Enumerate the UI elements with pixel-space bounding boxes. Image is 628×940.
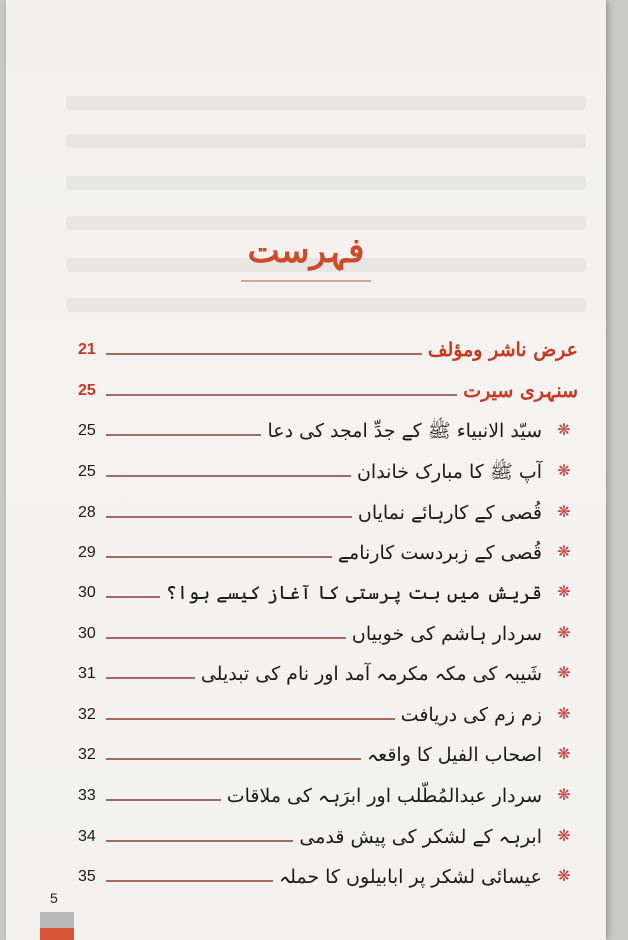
toc-entry-title: آپ ﷺ کا مبارک خاندان: [356, 461, 542, 483]
leader-line: [106, 840, 293, 842]
toc-entry-title: زم زم کی دریافت: [400, 704, 542, 726]
toc-entry: [78, 740, 578, 774]
toc-entry: [78, 578, 578, 612]
toc-entry-title: قریش میں بت پرستی کا آغاز کیسے ہوا؟: [165, 582, 542, 604]
toc-entry-title: قُصی کے زبردست کارنامے: [337, 542, 542, 564]
show-through-line: [66, 216, 586, 230]
toc-entry: [78, 498, 578, 532]
toc-entry-title: عرض ناشر ومؤلف: [427, 339, 578, 361]
toc-entry-title: اصحاب الفیل کا واقعہ: [367, 744, 542, 766]
toc-entry-page: 32: [78, 706, 96, 723]
leader-line: [106, 434, 261, 436]
show-through-line: [66, 298, 586, 312]
toc-entry-title: ابرہہ کے لشکر کی پیش قدمی: [299, 826, 542, 848]
leader-line: [106, 637, 346, 639]
toc-entry-page: 30: [78, 584, 96, 601]
toc-entry-page: 35: [78, 868, 96, 885]
toc-entry: [78, 335, 578, 369]
toc-entry-title: قُصی کے کارہائے نمایاں: [357, 502, 542, 524]
toc-entry-title: عیسائی لشکر پر ابابیلوں کا حملہ: [278, 866, 542, 888]
asterisk-flower-icon: ❋: [557, 744, 571, 763]
page-tab: [40, 912, 74, 928]
leader-line: [106, 516, 352, 518]
toc-entry: [78, 862, 578, 896]
toc-entry-title: سیّد الانبیاء ﷺ کے جدِّ امجد کی دعا: [267, 420, 542, 442]
title-underline: [241, 280, 371, 282]
toc-entry: [78, 822, 578, 856]
toc-entry-page: 31: [78, 665, 96, 682]
leader-line: [106, 677, 195, 679]
leader-line: [106, 880, 273, 882]
toc-title: فہرست: [247, 231, 365, 271]
leader-line: [106, 556, 332, 558]
toc-entry-page: 33: [78, 787, 96, 804]
asterisk-flower-icon: ❋: [557, 785, 571, 804]
leader-line: [106, 475, 351, 477]
toc-entry-title: سنہری سیرت: [463, 380, 578, 402]
toc-entry: [78, 700, 578, 734]
asterisk-flower-icon: ❋: [557, 420, 571, 439]
book-page: [6, 0, 606, 940]
asterisk-flower-icon: ❋: [557, 623, 571, 642]
toc-entry-page: 28: [78, 504, 96, 521]
toc-entry: [78, 659, 578, 693]
toc-entry: [78, 457, 578, 491]
toc-entry-title: شَیبہ کی مکہ مکرمہ آمد اور نام کی تبدیلی: [200, 663, 542, 685]
leader-line: [106, 799, 221, 801]
leader-line: [106, 758, 361, 760]
leader-line: [106, 596, 160, 598]
leader-line: [106, 394, 457, 396]
asterisk-flower-icon: ❋: [557, 826, 571, 845]
asterisk-flower-icon: ❋: [557, 582, 571, 601]
leader-line: [106, 718, 395, 720]
show-through-line: [66, 96, 586, 110]
toc-entry-page: 25: [78, 422, 96, 439]
toc-entry-title: سردار عبدالمُطّلب اور ابرَہہ کی ملاقات: [226, 785, 542, 807]
toc-entry-title: سردار ہاشم کی خوبیاں: [351, 623, 542, 645]
toc-entry: [78, 619, 578, 653]
leader-line: [106, 353, 422, 355]
asterisk-flower-icon: ❋: [557, 663, 571, 682]
asterisk-flower-icon: ❋: [557, 542, 571, 561]
toc-entry-page: 25: [78, 382, 96, 399]
toc-entry: [78, 538, 578, 572]
show-through-line: [66, 176, 586, 190]
toc-entry: [78, 781, 578, 815]
toc-entry-page: 25: [78, 463, 96, 480]
toc-entry: [78, 376, 578, 410]
asterisk-flower-icon: ❋: [557, 704, 571, 723]
toc-entry-page: 34: [78, 828, 96, 845]
toc-entry: [78, 416, 578, 450]
page-number: 5: [50, 890, 58, 906]
toc-entry-page: 30: [78, 625, 96, 642]
asterisk-flower-icon: ❋: [557, 866, 571, 885]
asterisk-flower-icon: ❋: [557, 502, 571, 521]
asterisk-flower-icon: ❋: [557, 461, 571, 480]
toc-entry-page: 32: [78, 746, 96, 763]
toc-entry-page: 21: [78, 341, 96, 358]
toc-entry-page: 29: [78, 544, 96, 561]
page-tab-accent: [40, 928, 74, 940]
show-through-line: [66, 134, 586, 148]
